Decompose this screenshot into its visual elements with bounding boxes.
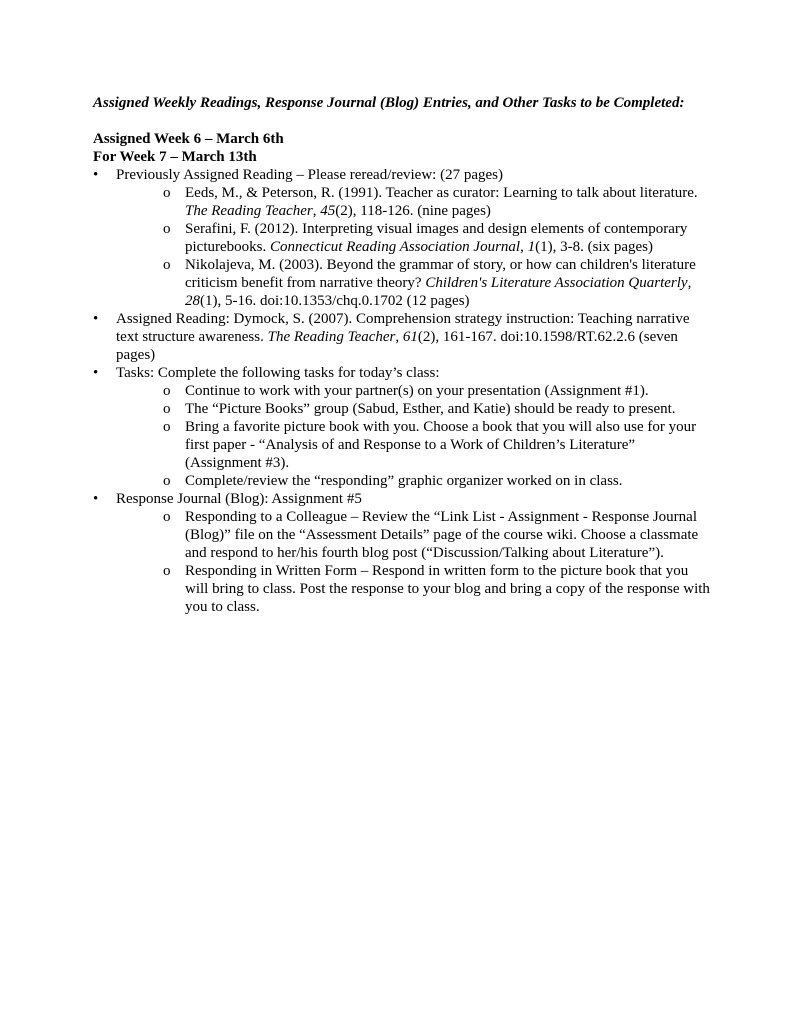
task-text: Bring a favorite picture book with you. Choose a book that you will also use for your first paper - “Analysis of and Response to a Work of Children’s Literature” (Assignment #3).: [185, 419, 697, 471]
citation-volume: 45: [320, 203, 336, 219]
citation-journal: The Reading Teacher: [185, 203, 313, 219]
sub-bullet-icon: o: [163, 221, 171, 237]
sub-bullet-icon: o: [163, 257, 171, 273]
citation-details: (2), 161-167. doi:10.1598/RT.62.2.6 (seven pages): [116, 329, 678, 363]
list-item-tasks: [93, 364, 713, 490]
response-journal-sublist: [116, 508, 713, 616]
task-item: [163, 382, 713, 400]
response-journal-label: Response Journal (Blog): Assignment #5: [116, 491, 362, 507]
task-item: [163, 418, 713, 472]
sub-bullet-icon: o: [163, 185, 171, 201]
task-text: The “Picture Books” group (Sabud, Esther, and Katie) should be ready to present.: [185, 401, 676, 417]
journal-text: Responding to a Colleague – Review the “Link List - Assignment - Response Journal (Blog)” file on the “Assessment Details” page of the course wiki. Choose a classmate and respond to her/his fourth blog post (“Discussion/Talking about Literature”).: [185, 509, 699, 561]
citation-volume: 28: [185, 293, 200, 309]
citation-separator: ,: [395, 329, 403, 345]
citation-serafini: [163, 220, 713, 256]
citation-nikolajeva: [163, 256, 713, 310]
previous-reading-label: Previously Assigned Reading – Please reread/review: (27 pages): [116, 167, 503, 183]
sub-bullet-icon: o: [163, 563, 171, 579]
citation-journal: The Reading Teacher: [267, 329, 396, 345]
citation-details: (1), 5-16. doi:10.1353/chq.0.1702 (12 pages): [200, 293, 470, 309]
task-text: Complete/review the “responding” graphic organizer worked on in class.: [185, 473, 623, 489]
journal-text: Responding in Written Form – Respond in written form to the picture book that you will bring to class. Post the response to your blog and bring a copy of the response with you to class.: [185, 563, 710, 615]
citation-separator: ,: [687, 275, 692, 291]
citation-journal: Connecticut Reading Association Journal: [269, 239, 521, 255]
bullet-icon: •: [93, 311, 99, 327]
assigned-week-heading: Assigned Week 6 – March 6th: [93, 131, 284, 147]
bullet-icon: •: [93, 365, 99, 381]
sub-bullet-icon: o: [163, 473, 171, 489]
list-item-assigned-reading: [93, 310, 713, 364]
tasks-label: Tasks: Complete the following tasks for today’s class:: [116, 365, 440, 381]
task-text: Continue to work with your partner(s) on your presentation (Assignment #1).: [185, 383, 649, 399]
bullet-icon: •: [93, 491, 99, 507]
sub-bullet-icon: o: [163, 401, 171, 417]
journal-item: [163, 562, 713, 616]
journal-item: [163, 508, 713, 562]
citation-separator: ,: [312, 203, 321, 219]
tasks-sublist: [116, 382, 713, 490]
document-content: [93, 94, 713, 616]
intro-heading: Assigned Weekly Readings, Response Journal (Blog) Entries, and Other Tasks to be Completed:: [93, 95, 685, 111]
sub-bullet-icon: o: [163, 419, 171, 435]
citation-volume: 61: [402, 329, 418, 345]
citation-separator: ,: [520, 239, 528, 255]
list-item-response-journal: [93, 490, 713, 616]
citation-text: Assigned Reading: Dymock, S. (2007). Comprehension strategy instruction: Teaching narrative text structure awareness.: [116, 311, 690, 345]
sub-bullet-icon: o: [163, 509, 171, 525]
citation-eeds: [163, 184, 713, 220]
sub-bullet-icon: o: [163, 383, 171, 399]
citation-journal: Children's Literature Association Quarterly: [425, 275, 688, 291]
citation-details: (1), 3-8. (six pages): [535, 239, 653, 255]
citation-volume: 1: [527, 239, 536, 255]
main-list: [93, 166, 713, 616]
previous-reading-sublist: [116, 184, 713, 310]
bullet-icon: •: [93, 167, 99, 183]
task-item: [163, 400, 713, 418]
task-item: [163, 472, 713, 490]
citation-details: (2), 118-126. (nine pages): [335, 203, 491, 219]
citation-text: Nikolajeva, M. (2003). Beyond the grammar of story, or how can children's literature criticism benefit from narrative theory?: [185, 257, 696, 291]
citation-text: Serafini, F. (2012). Interpreting visual images and design elements of contemporary picturebooks.: [185, 221, 688, 255]
for-week-heading: For Week 7 – March 13th: [93, 149, 257, 165]
citation-text: Eeds, M., & Peterson, R. (1991). Teacher as curator: Learning to talk about literature.: [185, 185, 698, 201]
list-item-previous-reading: [93, 166, 713, 310]
spacer: [93, 112, 713, 130]
